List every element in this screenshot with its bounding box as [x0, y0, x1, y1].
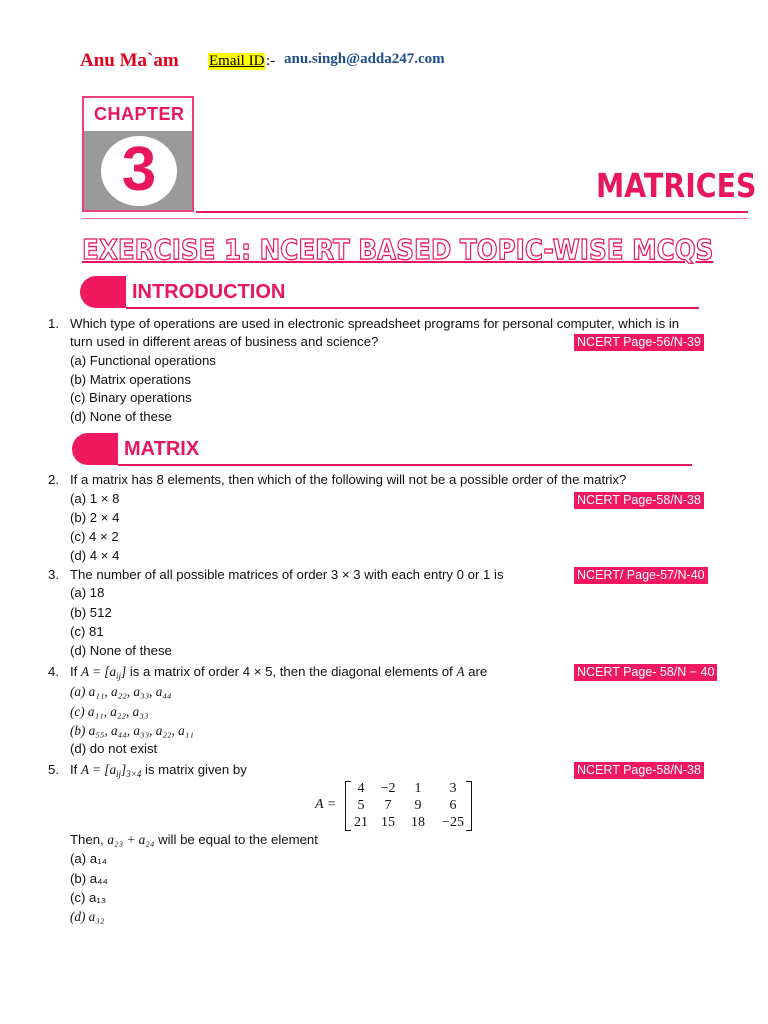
- math-symbol: ]: [121, 762, 127, 777]
- math-subscript: ij: [116, 769, 122, 779]
- math-expression: [81, 664, 126, 679]
- answer-option: (a) Functional operations: [70, 353, 216, 368]
- matrix-cell: 21: [354, 815, 368, 830]
- math-expression: a₂₃ + a₂₄: [107, 832, 155, 847]
- ncert-reference-badge: NCERT/ Page-57/N-40: [574, 567, 708, 584]
- exercise-title: EXERCISE 1: NCERT BASED TOPIC-WISE MCQS: [82, 233, 714, 266]
- matrix-cell: 4: [357, 781, 365, 796]
- section-line-introduction: [126, 307, 699, 309]
- question-text: turn used in different areas of business and science?: [70, 334, 379, 349]
- answer-option: (d) a₃₂: [70, 909, 105, 924]
- question-number: 5.: [48, 762, 59, 777]
- email-label: Email ID: [209, 53, 265, 69]
- math-expression: [81, 762, 141, 777]
- question-text: The number of all possible matrices of order 3 × 3 with each entry 0 or 1 is: [70, 567, 504, 582]
- answer-option: (d) None of these: [70, 643, 172, 658]
- matrix-lhs: A =: [315, 797, 337, 812]
- section-pill-introduction: [80, 276, 126, 308]
- matrix-cell: 15: [381, 815, 395, 830]
- matrix-cell: 3: [449, 781, 457, 796]
- answer-option: (d) None of these: [70, 409, 172, 424]
- ncert-reference-badge: NCERT Page-56/N-39: [574, 334, 704, 351]
- section-title-matrix: MATRIX: [124, 438, 200, 460]
- answer-option: (c) Binary operations: [70, 390, 192, 405]
- math-symbol: A = [a: [81, 664, 117, 679]
- matrix-cell: 9: [414, 798, 422, 813]
- author-name: Anu Ma`am: [80, 50, 179, 71]
- section-title-introduction: INTRODUCTION: [132, 281, 286, 303]
- matrix-cell: 18: [411, 815, 425, 830]
- question-number: 1.: [48, 316, 59, 331]
- section-line-matrix: [118, 464, 692, 466]
- question-text: [70, 831, 318, 850]
- answer-option: (d) do not exist: [70, 741, 158, 756]
- email-separator: :-: [266, 53, 276, 69]
- matrix-cell: 6: [449, 798, 457, 813]
- chapter-underline-thin: [82, 218, 748, 219]
- section-pill-matrix: [72, 433, 118, 465]
- answer-option: (b) Matrix operations: [70, 372, 191, 387]
- ncert-reference-badge: NCERT Page-58/N-38: [574, 492, 704, 509]
- chapter-underline: [196, 211, 748, 213]
- math-subscript: ij: [116, 671, 122, 681]
- math-symbol: A: [456, 664, 465, 679]
- email-address[interactable]: anu.singh@adda247.com: [284, 51, 445, 67]
- question-number: 2.: [48, 472, 59, 487]
- question-text: If a matrix has 8 elements, then which of the following will not be a possible order of the matrix?: [70, 472, 627, 487]
- matrix-cell: 1: [414, 781, 422, 796]
- answer-option: (b) 2 × 4: [70, 510, 120, 525]
- math-subscript: 3×4: [126, 769, 142, 779]
- answer-option: (a) 18: [70, 585, 105, 600]
- answer-option: (d) 4 × 4: [70, 548, 120, 563]
- matrix-cell: −25: [442, 815, 464, 830]
- answer-option: (b) a₄₄: [70, 871, 108, 886]
- question-text: Which type of operations are used in electronic spreadsheet programs for personal computer, which is in: [70, 316, 680, 331]
- question-text-part: will be equal to the element: [154, 832, 318, 847]
- matrix-cell: 5: [357, 798, 365, 813]
- question-text: [70, 761, 247, 784]
- matrix-cell: −2: [380, 781, 396, 796]
- answer-option: (c) 4 × 2: [70, 529, 119, 544]
- question-text-part: is matrix given by: [141, 762, 247, 777]
- matrix-cell: 7: [384, 798, 392, 813]
- answer-option: (b) 512: [70, 605, 112, 620]
- answer-option: (a) a₁₁, a₂₂, a₃₃, a₄₄: [70, 684, 172, 699]
- answer-option: (a) 1 × 8: [70, 491, 120, 506]
- ncert-reference-badge: NCERT Page-58/N-38: [574, 762, 704, 779]
- answer-option: (c) a₁₃: [70, 890, 107, 905]
- math-symbol: A = [a: [81, 762, 117, 777]
- answer-option: (b) a₅₅, a₄₄, a₃₃, a₂₂, a₁₁: [70, 723, 194, 738]
- question-number: 3.: [48, 567, 59, 582]
- chapter-number: 3: [121, 135, 157, 204]
- question-text-part: are: [464, 664, 488, 679]
- answer-option: (c) 81: [70, 624, 104, 639]
- question-text-part: is a matrix of order 4 × 5, then the diagonal elements of: [126, 664, 457, 679]
- matrix-brackets: [345, 781, 472, 831]
- chapter-title: MATRICES: [596, 166, 757, 205]
- chapter-label: CHAPTER: [94, 104, 185, 124]
- math-symbol: ]: [121, 664, 127, 679]
- answer-option: (c) a₁₁, a₂₂, a₃₃: [70, 704, 149, 719]
- ncert-reference-badge: NCERT Page- 58/N − 40: [574, 664, 717, 681]
- answer-option: (a) a₁₄: [70, 851, 107, 866]
- question-number: 4.: [48, 664, 59, 679]
- question-text-part: Then,: [70, 832, 108, 847]
- question-text-part: If: [70, 664, 81, 679]
- question-text-part: If: [70, 762, 81, 777]
